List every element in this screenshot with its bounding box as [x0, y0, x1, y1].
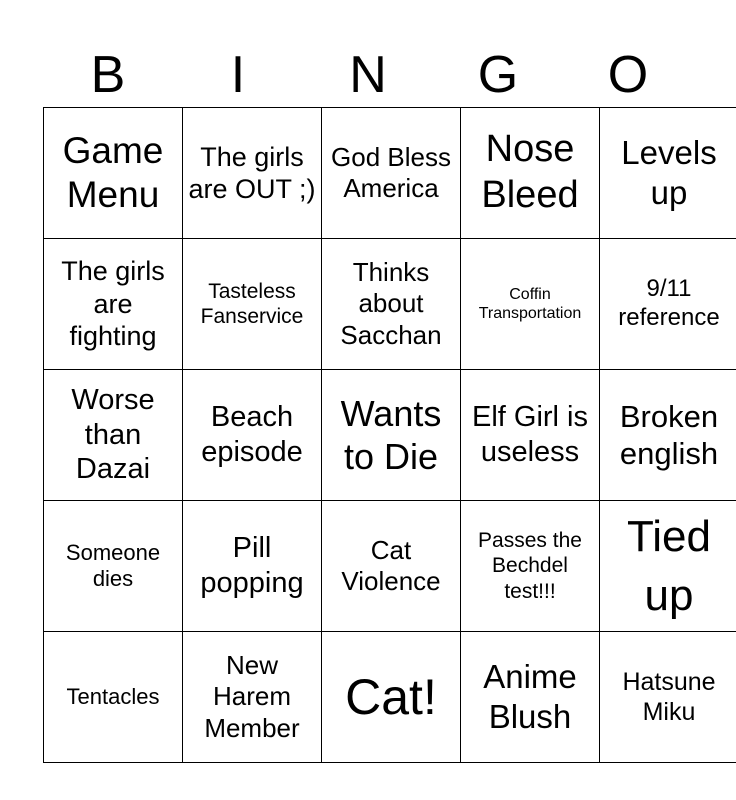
- bingo-cell[interactable]: New Harem Member: [183, 632, 322, 763]
- bingo-cell[interactable]: Worse than Dazai: [44, 370, 183, 501]
- bingo-grid: [43, 107, 736, 763]
- bingo-cell[interactable]: Game Menu: [44, 108, 183, 239]
- bingo-cell[interactable]: The girls are fighting: [44, 239, 183, 370]
- bingo-cell[interactable]: Anime Blush: [461, 632, 600, 763]
- bingo-cell[interactable]: The girls are OUT ;): [183, 108, 322, 239]
- bingo-cell[interactable]: Thinks about Sacchan: [322, 239, 461, 370]
- bingo-cell[interactable]: Beach episode: [183, 370, 322, 501]
- bingo-cell[interactable]: Passes the Bechdel test!!!: [461, 501, 600, 632]
- bingo-cell[interactable]: Pill popping: [183, 501, 322, 632]
- bingo-row: [44, 632, 736, 763]
- bingo-cell[interactable]: Cat Violence: [322, 501, 461, 632]
- header-letter-b: B: [90, 46, 126, 104]
- bingo-cell[interactable]: Tasteless Fanservice: [183, 239, 322, 370]
- bingo-cell[interactable]: Wants to Die: [322, 370, 461, 501]
- bingo-cell[interactable]: God Bless America: [322, 108, 461, 239]
- bingo-row: [44, 108, 736, 239]
- bingo-cell[interactable]: Levels up: [600, 108, 736, 239]
- header-letter-g: G: [477, 46, 519, 104]
- bingo-row: [44, 370, 736, 501]
- bingo-header: [43, 44, 693, 106]
- bingo-cell[interactable]: Tied up: [600, 501, 736, 632]
- header-letter-i: I: [230, 46, 246, 104]
- bingo-cell[interactable]: Nose Bleed: [461, 108, 600, 239]
- bingo-cell[interactable]: Coffin Transportation: [461, 239, 600, 370]
- bingo-row: [44, 239, 736, 370]
- bingo-cell[interactable]: Tentacles: [44, 632, 183, 763]
- bingo-cell[interactable]: Elf Girl is useless: [461, 370, 600, 501]
- bingo-cell[interactable]: Someone dies: [44, 501, 183, 632]
- header-letter-n: N: [349, 46, 387, 104]
- bingo-cell[interactable]: Broken english: [600, 370, 736, 501]
- bingo-row: [44, 501, 736, 632]
- bingo-cell[interactable]: 9/11 reference: [600, 239, 736, 370]
- header-letter-o: O: [607, 46, 649, 104]
- bingo-cell[interactable]: Hatsune Miku: [600, 632, 736, 763]
- bingo-cell[interactable]: Cat!: [322, 632, 461, 763]
